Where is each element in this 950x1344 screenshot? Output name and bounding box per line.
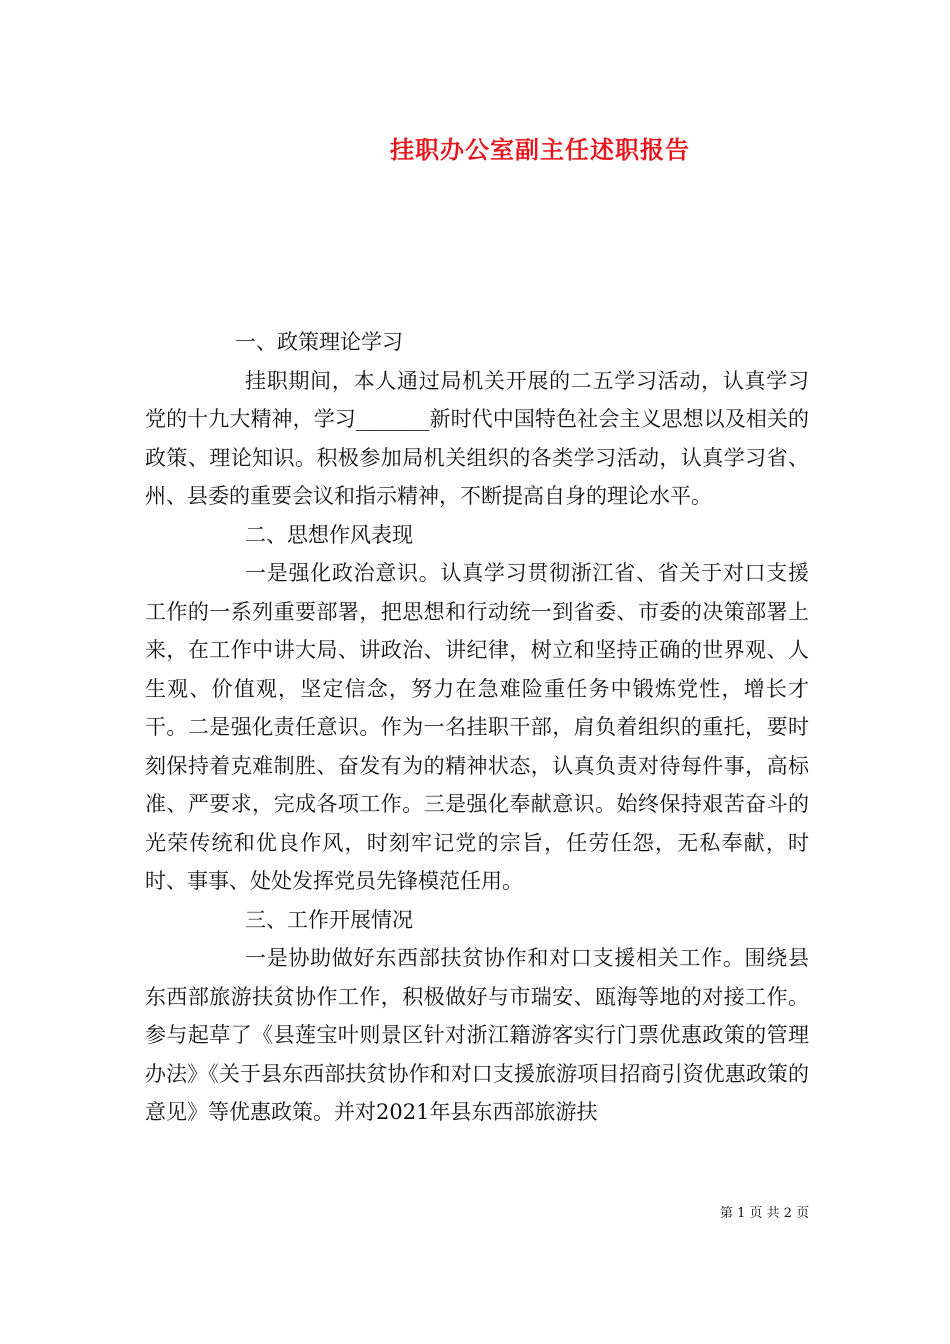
- section-paragraph: 一是强化政治意识。认真学习贯彻浙江省、省关于对口支援工作的一系列重要部署，把思想和行动统一到省委、市委的决策部署上来，在工作中讲大局、讲政治、讲纪律，树立和坚持正确的世界观、人生观、价值观，坚定信念，努力在急难险重任务中锻炼党性，增长才干。二是强化责任意识。作为一名挂职干部，肩负着组织的重托，要时刻保持着克难制胜、奋发有为的精神状态，认真负责对待每件事，高标准、严要求，完成各项工作。三是强化奉献意识。始终保持艰苦奋斗的光荣传统和优良作风，时刻牢记党的宗旨，任劳任怨，无私奉献，时时、事事、处处发挥党员先锋模范任用。: [145, 561, 809, 893]
- section-paragraph: 挂职期间，本人通过局机关开展的二五学习活动，认真学习党的十九大精神，学习_______新时代中国特色社会主义思想以及相关的政策、理论知识。积极参加局机关组织的各类学习活动，认真学习省、州、县委的重要会议和指示精神，不断提高自身的理论水平。: [145, 368, 809, 508]
- section-heading-policy-study: 一、政策理论学习: [235, 330, 403, 354]
- section-heading-work-progress: 三、工作开展情况: [245, 907, 413, 932]
- document-title: 挂职办公室副主任述职报告: [390, 135, 690, 164]
- section-paragraph: 一是协助做好东西部扶贫协作和对口支援相关工作。围绕县东西部旅游扶贫协作工作，积极做好与市瑞安、瓯海等地的对接工作。参与起草了《县莲宝叶则景区针对浙江籍游客实行门票优惠政策的管理办法》《关于县东西部扶贫协作和对口支援旅游项目招商引资优惠政策的意见》等优惠政策。并对2021年县东西部旅游扶: [145, 946, 809, 1124]
- page-number-footer: 第 1 页 共 2 页: [720, 1206, 810, 1221]
- document-body: [145, 323, 809, 1132]
- section-heading-work-style: 二、思想作风表现: [245, 522, 413, 547]
